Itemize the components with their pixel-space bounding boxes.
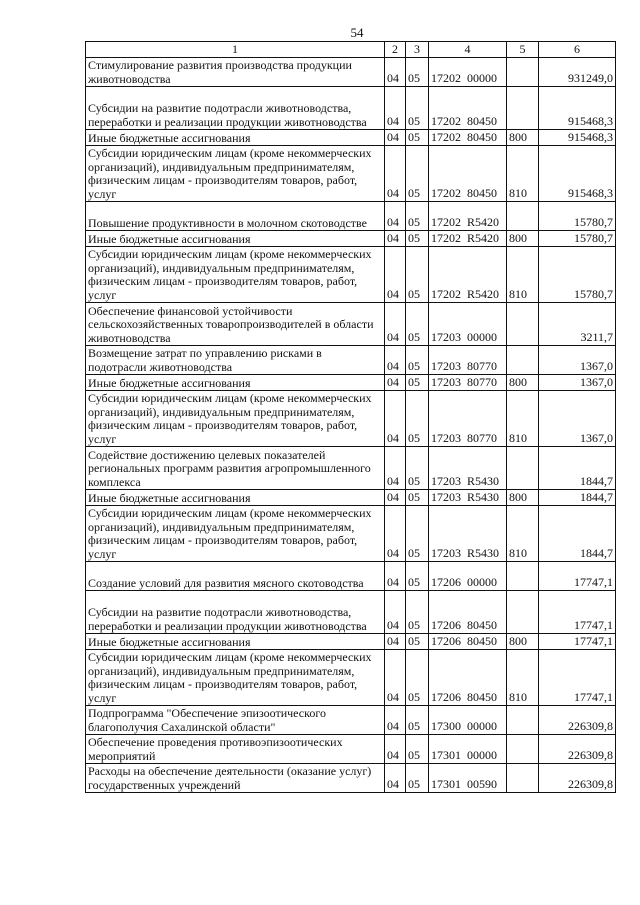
row-expense-type-cell [507, 735, 539, 764]
row-name-cell: Иные бюджетные ассигнования [86, 375, 385, 391]
row-name-cell: Субсидии юридическим лицам (кроме некоммерческих организаций), индивидуальным предпринимателям, физическим лицам - производителям товаров, работ, услуг [86, 391, 385, 447]
row-amount-cell: 17747,1 [539, 634, 616, 650]
row-expense-type-cell: 810 [507, 391, 539, 447]
header-cell-3: 3 [406, 42, 429, 58]
header-cell-2: 2 [385, 42, 406, 58]
row-amount-cell: 1367,0 [539, 375, 616, 391]
row-amount-cell: 1844,7 [539, 490, 616, 506]
row-subsection-cell: 05 [406, 591, 429, 634]
row-subsection-cell: 05 [406, 764, 429, 793]
row-section-cell: 04 [385, 87, 406, 130]
row-amount-cell: 226309,8 [539, 764, 616, 793]
row-target-article-cell: 17206 80450 [429, 634, 507, 650]
row-expense-type-cell [507, 202, 539, 231]
row-target-article-cell: 17203 80770 [429, 391, 507, 447]
row-target-article-cell: 17301 00590 [429, 764, 507, 793]
table-row [86, 202, 616, 231]
row-section-cell: 04 [385, 146, 406, 202]
row-subsection-cell: 05 [406, 202, 429, 231]
row-subsection-cell: 05 [406, 391, 429, 447]
row-name-cell: Создание условий для развития мясного скотоводства [86, 562, 385, 591]
row-target-article-cell: 17300 00000 [429, 706, 507, 735]
row-section-cell: 04 [385, 202, 406, 231]
row-subsection-cell: 05 [406, 58, 429, 87]
row-subsection-cell: 05 [406, 346, 429, 375]
row-amount-cell: 15780,7 [539, 231, 616, 247]
row-section-cell: 04 [385, 735, 406, 764]
table-row [86, 375, 616, 391]
row-section-cell: 04 [385, 231, 406, 247]
table-row [86, 130, 616, 146]
row-section-cell: 04 [385, 591, 406, 634]
row-expense-type-cell: 810 [507, 506, 539, 562]
header-cell-5: 5 [507, 42, 539, 58]
row-section-cell: 04 [385, 650, 406, 706]
row-name-cell: Иные бюджетные ассигнования [86, 130, 385, 146]
row-expense-type-cell [507, 447, 539, 490]
row-section-cell: 04 [385, 375, 406, 391]
row-subsection-cell: 05 [406, 634, 429, 650]
row-expense-type-cell: 800 [507, 634, 539, 650]
row-section-cell: 04 [385, 303, 406, 346]
row-target-article-cell: 17206 00000 [429, 562, 507, 591]
row-expense-type-cell: 810 [507, 247, 539, 303]
row-name-cell: Содействие достижению целевых показателей региональных программ развития агропромышленного комплекса [86, 447, 385, 490]
row-name-cell: Расходы на обеспечение деятельности (оказание услуг) государственных учреждений [86, 764, 385, 793]
row-amount-cell: 17747,1 [539, 650, 616, 706]
row-section-cell: 04 [385, 634, 406, 650]
row-expense-type-cell: 800 [507, 231, 539, 247]
row-target-article-cell: 17203 R5430 [429, 447, 507, 490]
row-section-cell: 04 [385, 706, 406, 735]
row-target-article-cell: 17202 80450 [429, 146, 507, 202]
row-target-article-cell: 17202 R5420 [429, 202, 507, 231]
row-name-cell: Иные бюджетные ассигнования [86, 634, 385, 650]
row-section-cell: 04 [385, 130, 406, 146]
row-target-article-cell: 17203 80770 [429, 375, 507, 391]
row-subsection-cell: 05 [406, 231, 429, 247]
row-target-article-cell: 17203 80770 [429, 346, 507, 375]
row-target-article-cell: 17203 R5430 [429, 490, 507, 506]
row-amount-cell: 1844,7 [539, 447, 616, 490]
table-row [86, 764, 616, 793]
row-name-cell: Субсидии юридическим лицам (кроме некоммерческих организаций), индивидуальным предпринимателям, физическим лицам - производителям товаров, работ, услуг [86, 650, 385, 706]
row-section-cell: 04 [385, 58, 406, 87]
table-row [86, 146, 616, 202]
row-subsection-cell: 05 [406, 650, 429, 706]
row-subsection-cell: 05 [406, 130, 429, 146]
table-header-row [86, 42, 616, 58]
row-expense-type-cell [507, 764, 539, 793]
row-subsection-cell: 05 [406, 303, 429, 346]
table-row [86, 247, 616, 303]
row-target-article-cell: 17203 00000 [429, 303, 507, 346]
row-subsection-cell: 05 [406, 735, 429, 764]
row-name-cell: Подпрограмма "Обеспечение эпизоотического благополучия Сахалинской области" [86, 706, 385, 735]
row-expense-type-cell: 800 [507, 490, 539, 506]
row-expense-type-cell [507, 562, 539, 591]
row-amount-cell: 17747,1 [539, 591, 616, 634]
row-expense-type-cell [507, 87, 539, 130]
row-section-cell: 04 [385, 490, 406, 506]
header-cell-4: 4 [429, 42, 507, 58]
table-row [86, 303, 616, 346]
row-expense-type-cell: 800 [507, 130, 539, 146]
row-name-cell: Стимулирование развития производства продукции животноводства [86, 58, 385, 87]
row-subsection-cell: 05 [406, 375, 429, 391]
row-amount-cell: 1367,0 [539, 346, 616, 375]
row-subsection-cell: 05 [406, 447, 429, 490]
row-subsection-cell: 05 [406, 706, 429, 735]
table-row [86, 490, 616, 506]
row-expense-type-cell [507, 58, 539, 87]
row-target-article-cell: 17202 R5420 [429, 247, 507, 303]
header-cell-6: 6 [539, 42, 616, 58]
row-section-cell: 04 [385, 562, 406, 591]
table-row [86, 58, 616, 87]
row-name-cell: Возмещение затрат по управлению рисками в подотрасли животноводства [86, 346, 385, 375]
row-amount-cell: 915468,3 [539, 87, 616, 130]
row-section-cell: 04 [385, 506, 406, 562]
row-name-cell: Обеспечение финансовой устойчивости сельскохозяйственных товаропроизводителей в области животноводства [86, 303, 385, 346]
row-section-cell: 04 [385, 247, 406, 303]
row-subsection-cell: 05 [406, 506, 429, 562]
row-target-article-cell: 17202 80450 [429, 87, 507, 130]
row-name-cell: Обеспечение проведения противоэпизоотических мероприятий [86, 735, 385, 764]
budget-table [85, 41, 616, 793]
row-expense-type-cell: 810 [507, 650, 539, 706]
table-row [86, 231, 616, 247]
row-name-cell: Иные бюджетные ассигнования [86, 490, 385, 506]
row-target-article-cell: 17206 80450 [429, 591, 507, 634]
row-expense-type-cell [507, 303, 539, 346]
row-name-cell: Субсидии юридическим лицам (кроме некоммерческих организаций), индивидуальным предпринимателям, физическим лицам - производителям товаров, работ, услуг [86, 247, 385, 303]
row-section-cell: 04 [385, 346, 406, 375]
row-expense-type-cell: 800 [507, 375, 539, 391]
row-subsection-cell: 05 [406, 490, 429, 506]
row-subsection-cell: 05 [406, 247, 429, 303]
row-section-cell: 04 [385, 447, 406, 490]
header-cell-1: 1 [86, 42, 385, 58]
row-amount-cell: 15780,7 [539, 202, 616, 231]
table-row [86, 591, 616, 634]
row-name-cell: Повышение продуктивности в молочном скотоводстве [86, 202, 385, 231]
row-expense-type-cell [507, 706, 539, 735]
row-amount-cell: 226309,8 [539, 706, 616, 735]
table-row [86, 634, 616, 650]
row-subsection-cell: 05 [406, 87, 429, 130]
row-amount-cell: 15780,7 [539, 247, 616, 303]
row-section-cell: 04 [385, 391, 406, 447]
table-row [86, 506, 616, 562]
row-target-article-cell: 17202 00000 [429, 58, 507, 87]
row-subsection-cell: 05 [406, 562, 429, 591]
table-row [86, 735, 616, 764]
table-row [86, 650, 616, 706]
row-expense-type-cell [507, 591, 539, 634]
row-target-article-cell: 17301 00000 [429, 735, 507, 764]
row-amount-cell: 1367,0 [539, 391, 616, 447]
page-number: 54 [350, 25, 364, 40]
row-expense-type-cell: 810 [507, 146, 539, 202]
table-row [86, 447, 616, 490]
row-name-cell: Субсидии на развитие подотрасли животноводства, переработки и реализации продукции животноводства [86, 87, 385, 130]
row-name-cell: Иные бюджетные ассигнования [86, 231, 385, 247]
row-target-article-cell: 17202 R5420 [429, 231, 507, 247]
row-target-article-cell: 17206 80450 [429, 650, 507, 706]
row-target-article-cell: 17202 80450 [429, 130, 507, 146]
row-subsection-cell: 05 [406, 146, 429, 202]
row-section-cell: 04 [385, 764, 406, 793]
table-row [86, 706, 616, 735]
row-amount-cell: 1844,7 [539, 506, 616, 562]
row-amount-cell: 915468,3 [539, 146, 616, 202]
row-amount-cell: 226309,8 [539, 735, 616, 764]
row-name-cell: Субсидии юридическим лицам (кроме некоммерческих организаций), индивидуальным предпринимателям, физическим лицам - производителям товаров, работ, услуг [86, 146, 385, 202]
table-row [86, 391, 616, 447]
row-amount-cell: 915468,3 [539, 130, 616, 146]
row-target-article-cell: 17203 R5430 [429, 506, 507, 562]
row-amount-cell: 931249,0 [539, 58, 616, 87]
row-expense-type-cell [507, 346, 539, 375]
table-row [86, 346, 616, 375]
row-name-cell: Субсидии юридическим лицам (кроме некоммерческих организаций), индивидуальным предпринимателям, физическим лицам - производителям товаров, работ, услуг [86, 506, 385, 562]
row-name-cell: Субсидии на развитие подотрасли животноводства, переработки и реализации продукции животноводства [86, 591, 385, 634]
row-amount-cell: 3211,7 [539, 303, 616, 346]
table-row [86, 562, 616, 591]
table-row [86, 87, 616, 130]
row-amount-cell: 17747,1 [539, 562, 616, 591]
